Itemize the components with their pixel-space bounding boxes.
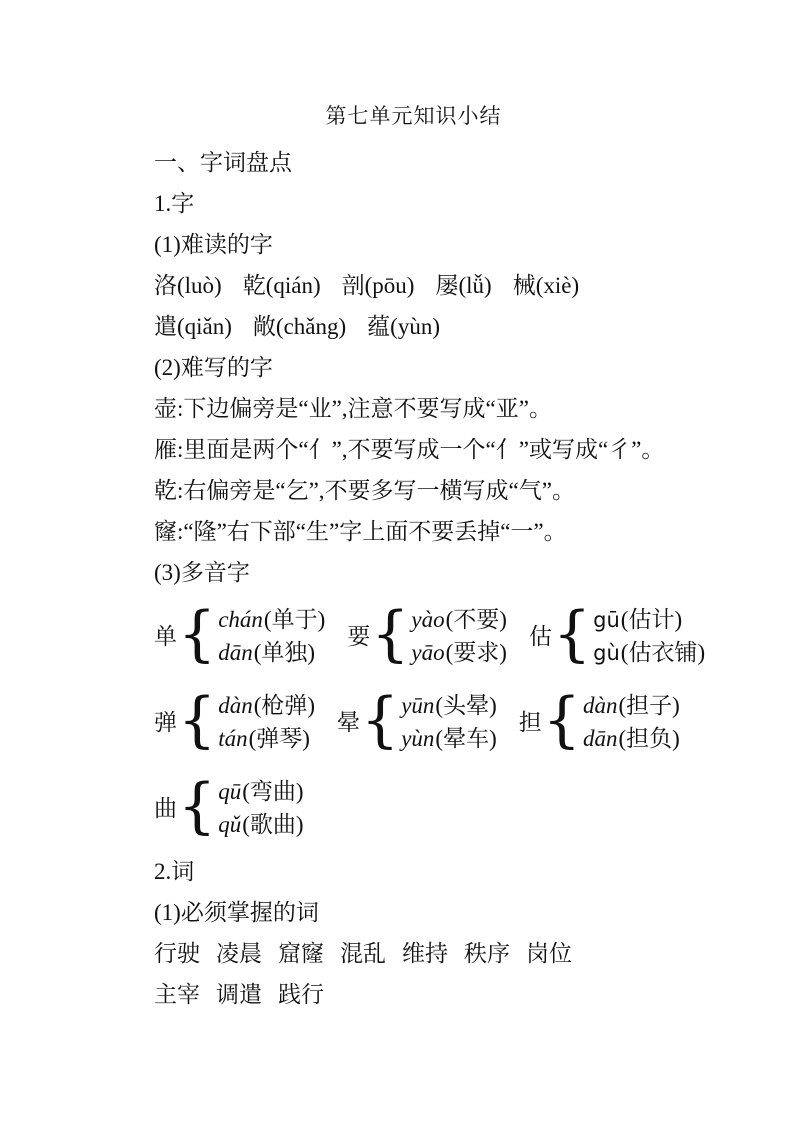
hard-read-entry: 敞(chǎng) [252,314,347,339]
polyphone-group-gu [528,599,706,669]
hard-read-entry: 洛(luò) [154,273,222,298]
example-word: (不要) [445,607,507,632]
hard-read-entry: 蕴(yùn) [367,314,440,339]
pinyin-reading: chán [218,607,263,632]
polyphone-character: 弹 [154,709,177,735]
polyphone-group-yun [337,685,497,755]
section-heading-1: 一、字词盘点 [154,150,292,175]
polyphone-character: 曲 [154,795,177,821]
polyphone-entries [411,603,507,669]
polyphone-group-tan [154,685,316,755]
pinyin-reading: yūn [401,693,435,718]
hard-read-line-1 [154,265,753,306]
polyphone-group-dan1 [154,599,326,669]
polyphone-entry [583,689,680,722]
example-word: (晕车) [435,726,497,751]
word-list-line-2 [154,974,753,1015]
example-word: (估衣铺) [620,640,706,665]
hard-read-entry: 乾(qián) [242,273,321,298]
example-word: (担子) [618,693,680,718]
word-item: 岗位 [526,941,572,966]
polyphone-character: 担 [518,709,542,735]
hard-read-entry: 遣(qiǎn) [154,314,232,339]
brace-icon: { [178,771,217,841]
polyphone-entry [401,689,497,722]
polyphone-entry [218,636,325,669]
pinyin-reading: yùn [401,726,435,751]
example-word: (弹琴) [248,726,310,751]
heading-hard-to-write: (2)难写的字 [154,355,273,380]
polyphone-row-1 [154,593,753,679]
polyphone-entries [583,689,680,755]
pinyin-reading: dān [218,640,253,665]
polyphone-character: 晕 [337,709,361,735]
polyphone-entries [401,689,497,755]
example-word: (弯曲) [242,779,304,804]
brace-icon: { [542,685,581,755]
subsection-heading-characters: 1.字 [154,191,195,216]
example-word: (要求) [445,640,507,665]
polyphone-character: 单 [154,623,177,649]
brace-icon: { [178,685,217,755]
document-body [154,142,753,1015]
hard-read-entry: 屡(lǚ) [435,273,492,298]
polyphone-entry [218,603,325,636]
word-item: 践行 [278,982,324,1007]
example-word: (单于) [263,607,326,632]
brace-icon: { [552,599,592,669]
polyphone-entry [218,689,315,722]
pinyin-reading: dān [582,726,618,751]
word-item: 维持 [402,941,448,966]
pinyin-reading: tán [218,726,248,751]
pinyin-reading: dàn [218,693,253,718]
polyphone-row-3 [154,765,753,851]
hard-write-note: 窿:“隆”右下部“生”字上面不要丢掉“一”。 [154,519,567,544]
word-item: 混乱 [340,941,386,966]
example-word: (歌曲) [242,812,304,837]
brace-icon: { [361,685,400,755]
brace-icon: { [371,599,410,669]
polyphone-entries [593,603,705,669]
subsection-heading-words: 2.词 [154,859,195,884]
example-word: (头晕) [435,693,497,718]
hard-read-line-2 [154,306,753,347]
hard-write-note: 壶:下边偏旁是“业”,注意不要写成“亚”。 [154,396,552,421]
pinyin-reading: yāo [411,640,445,665]
polyphone-character: 要 [347,623,371,649]
document-title: 第七单元知识小结 [325,104,502,128]
word-item: 秩序 [464,941,510,966]
pinyin-reading: qū [218,779,242,804]
heading-polyphones: (3)多音字 [154,560,250,585]
heading-must-master: (1)必须掌握的词 [154,900,319,925]
pinyin-reading: qǔ [218,812,242,837]
word-list-line-1 [154,933,753,974]
word-item: 凌晨 [216,941,262,966]
pinyin-reading: yào [411,607,445,632]
pinyin-reading: gū [593,608,620,632]
example-word: (估计) [620,607,683,632]
word-item: 行驶 [154,941,200,966]
example-word: (枪弹) [253,693,316,718]
polyphone-entries [218,689,315,755]
polyphone-entry [583,722,680,755]
polyphone-entry [218,722,315,755]
polyphone-entry [401,722,497,755]
hard-read-entry: 剖(pōu) [341,273,415,298]
polyphone-group-dan2 [518,685,680,755]
polyphone-entry [218,808,303,841]
hard-write-note: 乾:右偏旁是“乞”,不要多写一横写成“气”。 [154,478,575,503]
hard-read-entry: 械(xiè) [512,273,580,298]
polyphone-group-qu [154,771,304,841]
heading-hard-to-read: (1)难读的字 [154,232,273,257]
polyphone-row-2 [154,679,753,765]
polyphone-entries [218,603,325,669]
word-item: 调遣 [216,982,262,1007]
polyphone-entry [411,603,507,636]
polyphone-group-yao [347,599,507,669]
example-word: (单独) [253,640,316,665]
hard-write-note: 雁:里面是两个“亻”,不要写成一个“亻”或写成“彳”。 [154,437,665,462]
word-item: 窟窿 [278,941,324,966]
word-item: 主宰 [154,982,200,1007]
polyphone-entry [218,775,303,808]
polyphone-entry [593,636,705,669]
polyphone-entries [218,775,303,841]
brace-icon: { [178,599,217,669]
polyphone-character: 估 [528,623,552,649]
example-word: (担负) [618,726,680,751]
polyphone-entry [593,603,705,636]
pinyin-reading: gù [593,641,620,665]
pinyin-reading: dàn [582,693,618,718]
polyphone-entry [411,636,507,669]
